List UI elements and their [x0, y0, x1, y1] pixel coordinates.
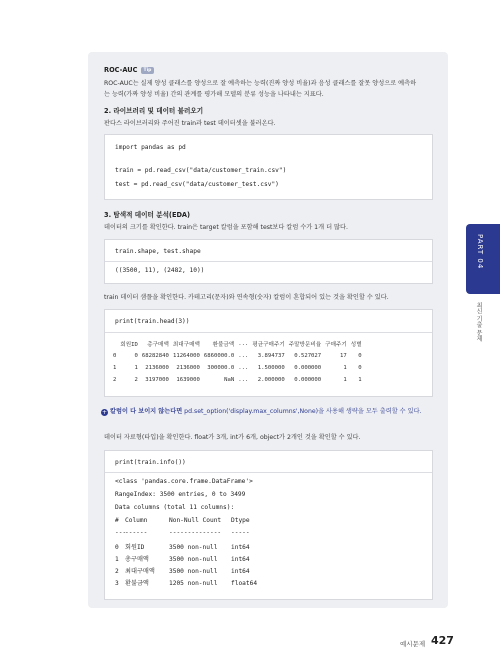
code-block-shape: [104, 239, 433, 284]
table-header-cell: 총구매액: [147, 342, 169, 348]
table-cell: 300000.0: [207, 365, 235, 371]
code-line: print(train.info()): [115, 459, 186, 466]
output-divider: [105, 472, 432, 473]
code-line: print(train.head(3)): [115, 318, 190, 325]
info-row: [115, 578, 257, 587]
table-cell: 1: [134, 365, 138, 371]
code-line: test = pd.read_csv("data/customer_test.csv"): [115, 181, 279, 188]
table-cell: 0.527027: [294, 353, 322, 359]
info-cell: 최대구매액: [125, 568, 155, 575]
table-header-cell: 성별: [350, 342, 362, 348]
section3-desc: 데이터의 크기를 확인한다. train은 target 칼럼을 포함해 test보다 칼럼 수가 1개 더 많다.: [104, 224, 348, 231]
table-row: [111, 362, 364, 374]
code-output: ((3500, 11), (2482, 10)): [115, 267, 205, 274]
table-cell: NaN: [224, 377, 235, 383]
section3-title: 3. 탐색적 데이터 분석(EDA): [104, 211, 191, 219]
roc-desc-1: ROC-AUC는 실제 양성 클래스를 양성으로 잘 예측하는 능력(진짜 양성 비율)과 음성 클래스를 잘못 양성으로 예측하: [104, 80, 417, 87]
col-sep: ------: [125, 529, 148, 536]
info-cell: 3: [115, 580, 119, 587]
tip-text: pd.set_option('display.max_columns',None)을 사용해 생략을 모두 출력할 수 있다.: [182, 408, 422, 415]
table-cell: 11264000: [172, 353, 200, 359]
col-sep: -----: [231, 529, 250, 536]
roc-desc-2: 는 능력(가짜 양성 비율) 간의 관계를 평가해 모델의 분류 성능을 나타내는 지표다.: [104, 91, 324, 98]
info-columns-separator: [115, 529, 250, 536]
output-line: RangeIndex: 3500 entries, 0 to 3499: [115, 491, 246, 498]
info-cell: int64: [231, 544, 250, 551]
plus-circle-icon: +: [101, 409, 108, 416]
code-block-head: [104, 309, 433, 397]
info-cell: 0: [115, 544, 119, 551]
table-cell: 2: [134, 377, 138, 383]
roc-heading: [104, 66, 154, 75]
dataframe-head-table: [111, 338, 364, 386]
col-header: #: [115, 517, 119, 524]
code-block-import: [104, 134, 433, 200]
tip-bold-text: 칼럼이 다 보이지 않는다면: [110, 408, 183, 415]
section3-desc-2: train 데이터 샘플을 확인한다. 카테고리(문자)와 연속형(숫자) 칼럼이 혼합되어 있는 것을 확인할 수 있다.: [104, 294, 389, 301]
col-header: Dtype: [231, 517, 250, 524]
part-label: PART 04: [476, 234, 484, 270]
info-row: [115, 554, 250, 563]
table-header-cell: 평균구매주기: [252, 342, 285, 348]
info-cell: int64: [231, 568, 250, 575]
info-cell: 회원ID: [125, 544, 145, 551]
table-cell: 0: [113, 353, 117, 359]
tip-note: [101, 407, 422, 416]
table-header-cell: [111, 338, 118, 350]
output-line: Data columns (total 11 columns):: [115, 504, 235, 511]
table-cell: 0.000000: [294, 377, 322, 383]
table-cell: 1: [358, 377, 362, 383]
roc-term: ROC-AUC: [104, 66, 138, 74]
info-cell: 3500 non-null: [169, 544, 218, 551]
code-line: import pandas as pd: [115, 144, 186, 151]
table-header-cell: 회원ID: [120, 342, 138, 348]
col-header: Column: [125, 517, 148, 524]
output-divider: [105, 261, 432, 262]
info-cell: 1: [115, 556, 119, 563]
table-cell: 6860000.0: [203, 353, 235, 359]
info-cell: 환불금액: [125, 580, 149, 587]
table-header-cell: 최대구매액: [172, 342, 200, 348]
table-cell: 17: [340, 353, 347, 359]
table-cell: 3.894737: [257, 353, 285, 359]
info-row: [115, 542, 250, 551]
col-header: Non-Null Count: [169, 517, 222, 524]
info-cell: 총구매액: [125, 556, 149, 563]
table-cell: 2136000: [145, 365, 169, 371]
table-row: [111, 374, 364, 386]
info-cell: float64: [231, 580, 258, 587]
info-row: [115, 566, 250, 575]
info-cell: int64: [231, 556, 250, 563]
table-cell: 1.500000: [257, 365, 285, 371]
col-sep: ---: [115, 529, 127, 536]
table-cell: 1639000: [176, 377, 200, 383]
info-cell: 2: [115, 568, 119, 575]
page-number: 427: [431, 634, 454, 647]
info-desc: 데이터 자료형(타입)을 확인한다. float가 3개, int가 6개, object가 2개인 것을 확인할 수 있다.: [104, 434, 361, 441]
part-tab: [466, 224, 500, 294]
table-cell: 2136000: [176, 365, 200, 371]
code-line: train.shape, test.shape: [115, 248, 201, 255]
table-cell: 2: [113, 377, 117, 383]
tip-badge: Tip: [141, 67, 155, 74]
code-line: train = pd.read_csv("data/customer_train.csv"): [115, 167, 287, 174]
table-header-cell: 환불금액: [212, 342, 235, 348]
section2-title: 2. 라이브러리 및 데이터 불러오기: [104, 107, 204, 115]
table-cell: ...: [238, 353, 249, 359]
code-block-info: [104, 450, 433, 600]
table-cell: ...: [238, 365, 249, 371]
table-cell: 0: [358, 365, 362, 371]
footer-section-label: 예시문제: [400, 640, 426, 648]
table-header-cell: 주말방문비율: [288, 342, 322, 348]
table-header-row: [111, 338, 364, 350]
table-header-cell: 구매주기: [325, 342, 347, 348]
table-cell: 0: [134, 353, 138, 359]
info-cell: 3500 non-null: [169, 556, 218, 563]
chapter-label: 최신 기출 문제: [475, 302, 482, 342]
col-sep: --------------: [169, 529, 222, 536]
info-cell: 1205 non-null: [169, 580, 218, 587]
table-header-cell: ...: [238, 341, 249, 347]
table-row: [111, 350, 364, 362]
output-line: <class 'pandas.core.frame.DataFrame'>: [115, 478, 253, 485]
table-cell: 0: [358, 353, 362, 359]
table-cell: 1: [343, 365, 347, 371]
output-divider: [105, 332, 432, 333]
table-cell: 0.000000: [294, 365, 322, 371]
table-cell: 68282840: [141, 353, 169, 359]
info-cell: 3500 non-null: [169, 568, 218, 575]
table-cell: 2.000000: [257, 377, 285, 383]
table-cell: 1: [343, 377, 347, 383]
table-cell: 3197000: [145, 377, 169, 383]
info-columns-header: [115, 517, 250, 524]
table-cell: ...: [238, 377, 249, 383]
section2-desc: 판다스 라이브러리와 주어진 train과 test 데이터셋을 불러온다.: [104, 120, 276, 127]
table-cell: 1: [113, 365, 117, 371]
